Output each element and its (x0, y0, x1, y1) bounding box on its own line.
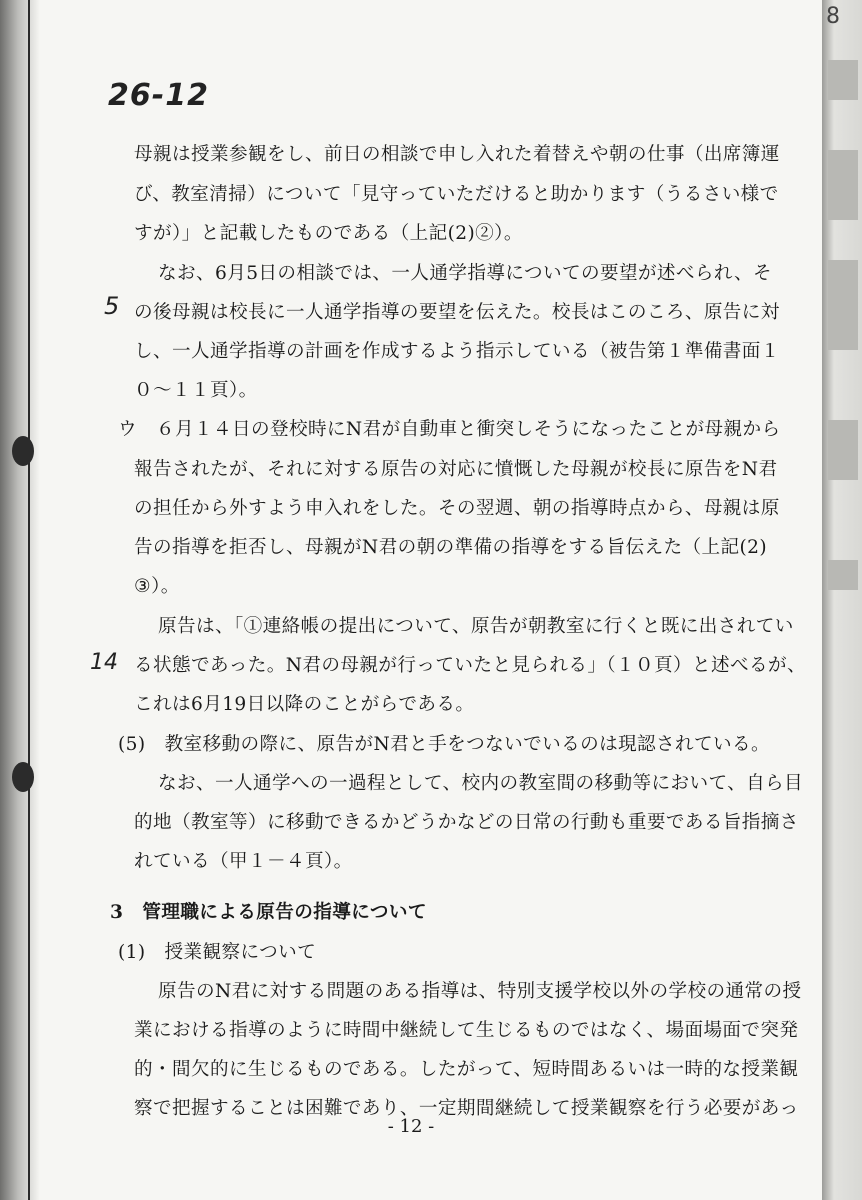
corner-number: 8 (826, 4, 840, 29)
list-item-5: (5) 教室移動の際に、原告がN君と手をつないでいるのは現認されている。 (118, 734, 771, 755)
body-line: れている（甲１－４頁）。 (134, 851, 353, 872)
binding-line (28, 0, 30, 1200)
body-line: 原告は、「①連絡帳の提出について、原告が朝教室に行くと既に出されてい (158, 616, 794, 637)
body-line: ③）。 (134, 576, 180, 597)
page-number: - 12 - (387, 1116, 435, 1137)
punch-hole-top (12, 436, 34, 466)
body-line: 報告されたが、それに対する原告の対応に憤慨した母親が校長に原告をN君 (134, 459, 778, 480)
body-line: 業における指導のように時間中継続して生じるものではなく、場面場面で突発 (134, 1020, 799, 1041)
body-line: の後母親は校長に一人通学指導の要望を伝えた。校長はこのころ、原告に対 (134, 302, 780, 323)
body-line: し、一人通学指導の計画を作成するよう指示している（被告第１準備書面１ (134, 341, 780, 362)
scan-edge (822, 0, 862, 1200)
body-line: なお、一人通学への一過程として、校内の教室間の移動等において、自ら目 (158, 773, 804, 794)
body-line: 告の指導を拒否し、母親がN君の朝の準備の指導をする旨伝えた（上記(2) (134, 537, 768, 558)
body-line: これは6月19日以降のことがらである。 (134, 694, 475, 715)
body-line: ０～１１頁）。 (134, 380, 258, 401)
list-item-u: ウ ６月１４日の登校時にN君が自動車と衝突しそうになったことが母親から (118, 419, 781, 440)
body-line: る状態であった。N君の母親が行っていたと見られる」（１０頁）と述べるが、 (134, 655, 806, 676)
body-line: 的地（教室等）に移動できるかどうかなどの日常の行動も重要である旨指摘さ (134, 812, 799, 833)
body-line: 母親は授業参観をし、前日の相談で申し入れた着替えや朝の仕事（出席簿運 (134, 144, 780, 165)
body-line: 原告のN君に対する問題のある指導は、特別支援学校以外の学校の通常の授 (158, 981, 802, 1002)
body-line: び、教室清掃）について「見守っていただけると助かります（うるさい様で (134, 184, 779, 205)
handwritten-mark-14: 14 (90, 650, 118, 675)
handwritten-title: 26-12 (108, 78, 209, 113)
subsection-heading-1: (1) 授業観察について (118, 942, 317, 963)
handwritten-mark-5: 5 (104, 292, 120, 320)
body-line: 的・間欠的に生じるものである。したがって、短時間あるいは一時的な授業観 (134, 1059, 799, 1080)
punch-hole-bottom (12, 762, 34, 792)
body-line: なお、6月5日の相談では、一人通学指導についての要望が述べられ、そ (158, 263, 773, 284)
body-line: すが）」と記載したものである（上記(2)②）。 (134, 223, 523, 244)
body-line: 察で把握することは困難であり、一定期間継続して授業観察を行う必要があっ (134, 1098, 799, 1119)
section-heading-3: 3 管理職による原告の指導について (110, 902, 427, 923)
body-line: の担任から外すよう申入れをした。その翌週、朝の指導時点から、母親は原 (134, 498, 780, 519)
binding-shadow (0, 0, 40, 1200)
